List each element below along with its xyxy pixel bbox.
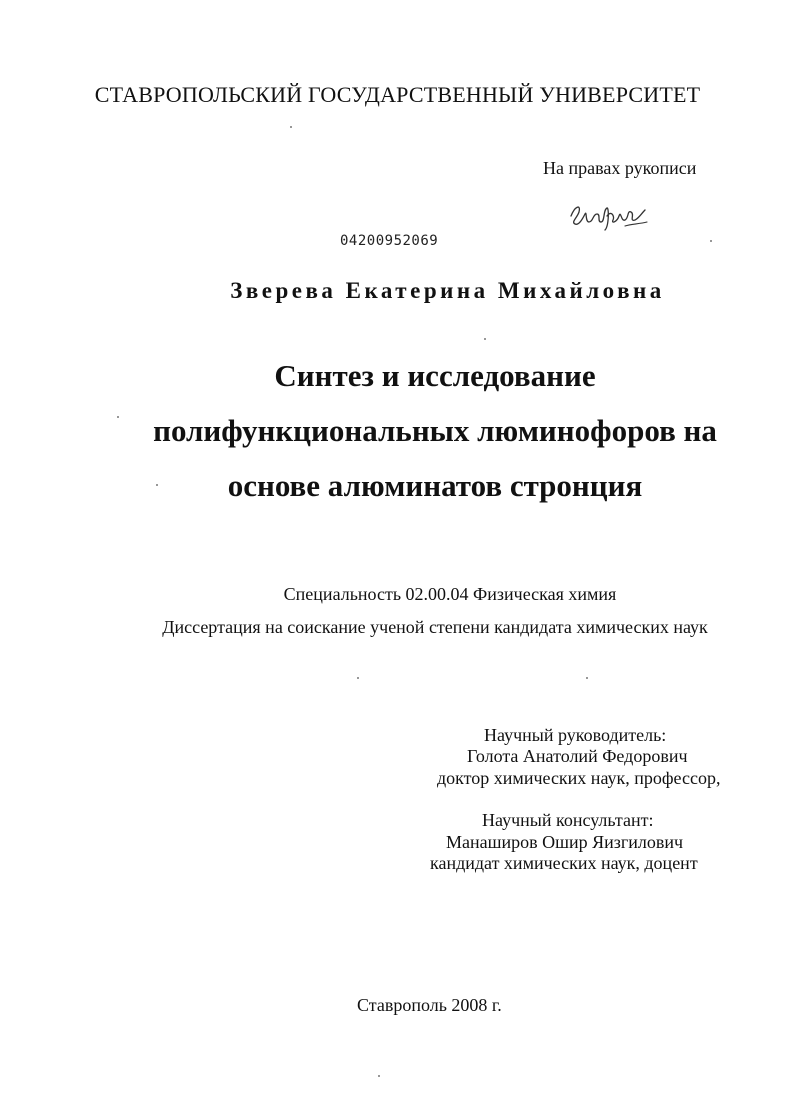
registry-number: 04200952069	[340, 233, 439, 249]
supervisor-credentials: доктор химических наук, профессор,	[437, 768, 721, 788]
degree-line: Диссертация на соискание ученой степени кандидата химических наук	[162, 617, 708, 637]
scan-speck	[117, 416, 119, 418]
city-year: Ставрополь 2008 г.	[357, 995, 502, 1015]
supervisor-role: Научный руководитель:	[484, 725, 667, 745]
university-name: СТАВРОПОЛЬСКИЙ ГОСУДАРСТВЕННЫЙ УНИВЕРСИТЕТ	[94, 82, 701, 107]
specialty-line: Специальность 02.00.04 Физическая химия	[283, 584, 617, 604]
consultant-credentials: кандидат химических наук, доцент	[430, 853, 698, 873]
dissertation-title-line-2: полифункциональных люминофоров на	[153, 413, 717, 448]
dissertation-title-line-3: основе алюминатов стронция	[227, 468, 643, 503]
supervisor-name: Голота Анатолий Федорович	[467, 746, 688, 766]
consultant-role: Научный консультант:	[482, 810, 654, 830]
manuscript-rights-note: На правах рукописи	[543, 158, 697, 178]
scan-speck	[586, 677, 588, 679]
scan-speck	[357, 677, 359, 679]
scan-speck	[378, 1075, 380, 1077]
author-name: Зверева Екатерина Михайловна	[230, 278, 665, 303]
consultant-name: Манаширов Ошир Яизгилович	[446, 832, 684, 852]
scan-speck	[710, 240, 712, 242]
scan-speck	[290, 126, 292, 128]
dissertation-title-line-1: Синтез и исследование	[274, 358, 596, 393]
scan-speck	[484, 338, 486, 340]
scan-speck	[156, 484, 158, 486]
author-signature	[567, 196, 649, 232]
